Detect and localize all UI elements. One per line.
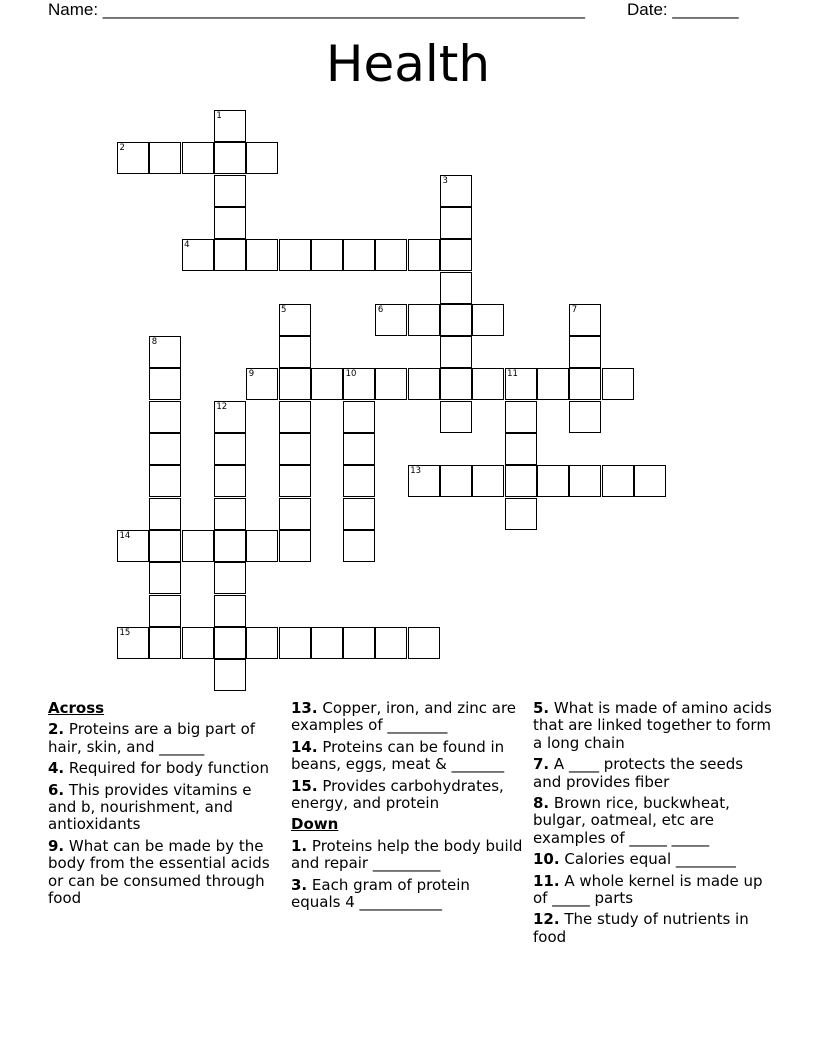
- crossword-cell[interactable]: [279, 530, 311, 562]
- clue-text: Required for body function: [68, 759, 269, 778]
- clue-number: 3.: [291, 875, 308, 894]
- down-clue-5: [533, 700, 773, 752]
- crossword-cell[interactable]: [505, 498, 537, 530]
- clue-text: Proteins are a big part of hair, skin, and ______: [48, 720, 256, 756]
- clue-number: 9.: [48, 836, 65, 855]
- clue-number-label: 11: [507, 369, 518, 380]
- clue-number: 14.: [291, 737, 318, 756]
- clue-number: 8.: [533, 794, 550, 813]
- crossword-cell[interactable]: [440, 368, 472, 400]
- crossword-cell[interactable]: [149, 465, 181, 497]
- clue-number: 2.: [48, 720, 65, 739]
- crossword-cell[interactable]: [343, 530, 375, 562]
- clues-column-3: [533, 700, 773, 950]
- down-heading: Down: [291, 815, 339, 834]
- clue-text: Calories equal ________: [564, 850, 736, 869]
- clue-number: 6.: [48, 780, 65, 799]
- crossword-cell[interactable]: [343, 498, 375, 530]
- crossword-cell[interactable]: [343, 401, 375, 433]
- clue-number: 12.: [533, 910, 560, 929]
- crossword-cell[interactable]: [472, 368, 504, 400]
- clue-text: A whole kernel is made up of _____ parts: [533, 871, 763, 908]
- across-heading: Across: [48, 699, 105, 717]
- clue-text: Copper, iron, and zinc are examples of ________: [291, 699, 517, 735]
- down-clue-1: [291, 838, 523, 873]
- crossword-cell[interactable]: [279, 465, 311, 497]
- crossword-cell[interactable]: [279, 336, 311, 368]
- crossword-cell[interactable]: [182, 627, 214, 659]
- crossword-cell[interactable]: [408, 368, 440, 400]
- date-field-label: Date: _______: [627, 0, 739, 19]
- crossword-cell[interactable]: [214, 142, 246, 174]
- clue-text: A ____ protects the seeds and provides fiber: [533, 755, 744, 791]
- clue-number-label: 12: [216, 401, 228, 412]
- crossword-cell[interactable]: [440, 272, 472, 304]
- crossword-cell[interactable]: [375, 239, 407, 271]
- across-clue-2: [48, 721, 276, 756]
- crossword-cell[interactable]: [214, 433, 246, 465]
- crossword-cell[interactable]: [246, 142, 278, 174]
- crossword-cell[interactable]: [440, 336, 472, 368]
- crossword-cell[interactable]: [214, 207, 246, 239]
- clue-number-label: 7: [571, 304, 578, 315]
- clue-text: What is made of amino acids that are linked together to form a long chain: [533, 699, 772, 752]
- crossword-cell[interactable]: [214, 595, 246, 627]
- crossword-cell[interactable]: [279, 627, 311, 659]
- crossword-cell[interactable]: [408, 239, 440, 271]
- down-clue-12: [533, 911, 773, 946]
- clue-number-label: 3: [442, 175, 448, 186]
- clue-text: Each gram of protein equals 4 ___________: [291, 875, 470, 912]
- crossword-cell[interactable]: [472, 304, 504, 336]
- crossword-cell[interactable]: [440, 239, 472, 271]
- crossword-cell[interactable]: [246, 627, 278, 659]
- crossword-cell[interactable]: [569, 465, 601, 497]
- crossword-cell[interactable]: [602, 368, 634, 400]
- crossword-cell[interactable]: [149, 498, 181, 530]
- down-clue-3: [291, 877, 523, 912]
- crossword-cell[interactable]: [214, 530, 246, 562]
- crossword-cell[interactable]: [505, 401, 537, 433]
- clue-number-label: 9: [248, 369, 255, 380]
- clue-number: 1.: [291, 836, 308, 855]
- clue-number-label: 2: [119, 143, 125, 154]
- crossword-cell[interactable]: [279, 401, 311, 433]
- clue-number: 15.: [291, 776, 318, 795]
- crossword-cell[interactable]: [149, 627, 181, 659]
- clue-number: 4.: [48, 759, 65, 778]
- crossword-cell[interactable]: [149, 530, 181, 562]
- across-clue-6: [48, 782, 276, 834]
- crossword-cell[interactable]: [279, 433, 311, 465]
- crossword-cell[interactable]: [634, 465, 666, 497]
- crossword-cell[interactable]: [569, 336, 601, 368]
- crossword-cell[interactable]: [343, 433, 375, 465]
- crossword-cell[interactable]: [343, 239, 375, 271]
- across-clue-9: [48, 838, 276, 908]
- crossword-cell[interactable]: [408, 304, 440, 336]
- down-clue-7: [533, 756, 773, 791]
- clues-column-1: [48, 700, 276, 911]
- crossword-cell[interactable]: [311, 368, 343, 400]
- clue-number: 7.: [533, 755, 550, 774]
- crossword-cell[interactable]: [279, 368, 311, 400]
- clue-number-label: 10: [345, 369, 357, 380]
- crossword-cell[interactable]: [246, 530, 278, 562]
- clue-text: This provides vitamins e and b, nourishment, and antioxidants: [48, 780, 252, 834]
- clue-text: Brown rice, buckwheat, bulgar, oatmeal, etc are examples of _____ _____: [533, 794, 730, 847]
- crossword-cell[interactable]: [569, 368, 601, 400]
- crossword-cell[interactable]: [472, 465, 504, 497]
- name-field-label: Name: ___________________________________________________: [48, 0, 585, 19]
- clue-number-label: 5: [281, 304, 287, 315]
- crossword-cell[interactable]: [311, 239, 343, 271]
- crossword-cell[interactable]: [214, 239, 246, 271]
- crossword-cell[interactable]: [311, 627, 343, 659]
- clue-text: What can be made by the body from the essential acids or can be consumed through food: [48, 836, 270, 908]
- crossword-cell[interactable]: [149, 433, 181, 465]
- crossword-cell[interactable]: [375, 368, 407, 400]
- across-clue-15: [291, 778, 523, 813]
- crossword-cell[interactable]: [214, 498, 246, 530]
- clue-text: Provides carbohydrates, energy, and protein: [291, 776, 504, 813]
- crossword-cell[interactable]: [214, 627, 246, 659]
- crossword-cell[interactable]: [505, 433, 537, 465]
- clue-number: 10.: [533, 850, 560, 869]
- clue-number-label: 14: [119, 530, 131, 541]
- crossword-cell[interactable]: [569, 401, 601, 433]
- clue-text: The study of nutrients in food: [533, 910, 749, 946]
- crossword-cell[interactable]: [182, 142, 214, 174]
- clue-number-label: 15: [119, 627, 131, 638]
- down-clue-10: [533, 851, 773, 868]
- crossword-cell[interactable]: [537, 368, 569, 400]
- crossword-cell[interactable]: [149, 368, 181, 400]
- clue-number: 5.: [533, 699, 550, 717]
- crossword-cell[interactable]: [149, 562, 181, 594]
- crossword-cell[interactable]: [149, 595, 181, 627]
- crossword-cell[interactable]: [246, 239, 278, 271]
- crossword-cell[interactable]: [214, 175, 246, 207]
- crossword-cell[interactable]: [343, 465, 375, 497]
- across-clue-14: [291, 739, 523, 774]
- crossword-cell[interactable]: [440, 401, 472, 433]
- crossword-cell[interactable]: [343, 627, 375, 659]
- page-title: Health: [325, 35, 491, 93]
- clue-number: 11.: [533, 871, 560, 890]
- crossword-cell[interactable]: [182, 530, 214, 562]
- crossword-cell[interactable]: [214, 659, 246, 691]
- crossword-cell[interactable]: [440, 304, 472, 336]
- clues-column-2: [291, 700, 523, 915]
- crossword-cell[interactable]: [149, 142, 181, 174]
- across-clue-4: [48, 760, 276, 777]
- clue-number-label: 8: [151, 337, 158, 348]
- crossword-cell[interactable]: [537, 465, 569, 497]
- across-clue-13: [291, 700, 523, 735]
- crossword-cell[interactable]: [279, 498, 311, 530]
- crossword-cell[interactable]: [375, 627, 407, 659]
- crossword-cell[interactable]: [505, 465, 537, 497]
- crossword-cell[interactable]: [440, 465, 472, 497]
- clue-text: Proteins can be found in beans, eggs, meat & _______: [291, 737, 505, 774]
- crossword-cell[interactable]: [408, 627, 440, 659]
- clue-number: 13.: [291, 699, 318, 717]
- crossword-cell[interactable]: [214, 562, 246, 594]
- crossword-cell[interactable]: [279, 239, 311, 271]
- clue-number-label: 1: [216, 111, 222, 121]
- clue-number-label: 13: [410, 466, 422, 477]
- clue-text: Proteins help the body build and repair _________: [291, 836, 523, 873]
- clue-number-label: 4: [184, 240, 190, 251]
- crossword-cell[interactable]: [602, 465, 634, 497]
- down-clue-11: [533, 873, 773, 908]
- down-clue-8: [533, 795, 773, 847]
- crossword-cell[interactable]: [214, 465, 246, 497]
- clue-number-label: 6: [377, 304, 384, 315]
- crossword-cell[interactable]: [440, 207, 472, 239]
- crossword-cell[interactable]: [149, 401, 181, 433]
